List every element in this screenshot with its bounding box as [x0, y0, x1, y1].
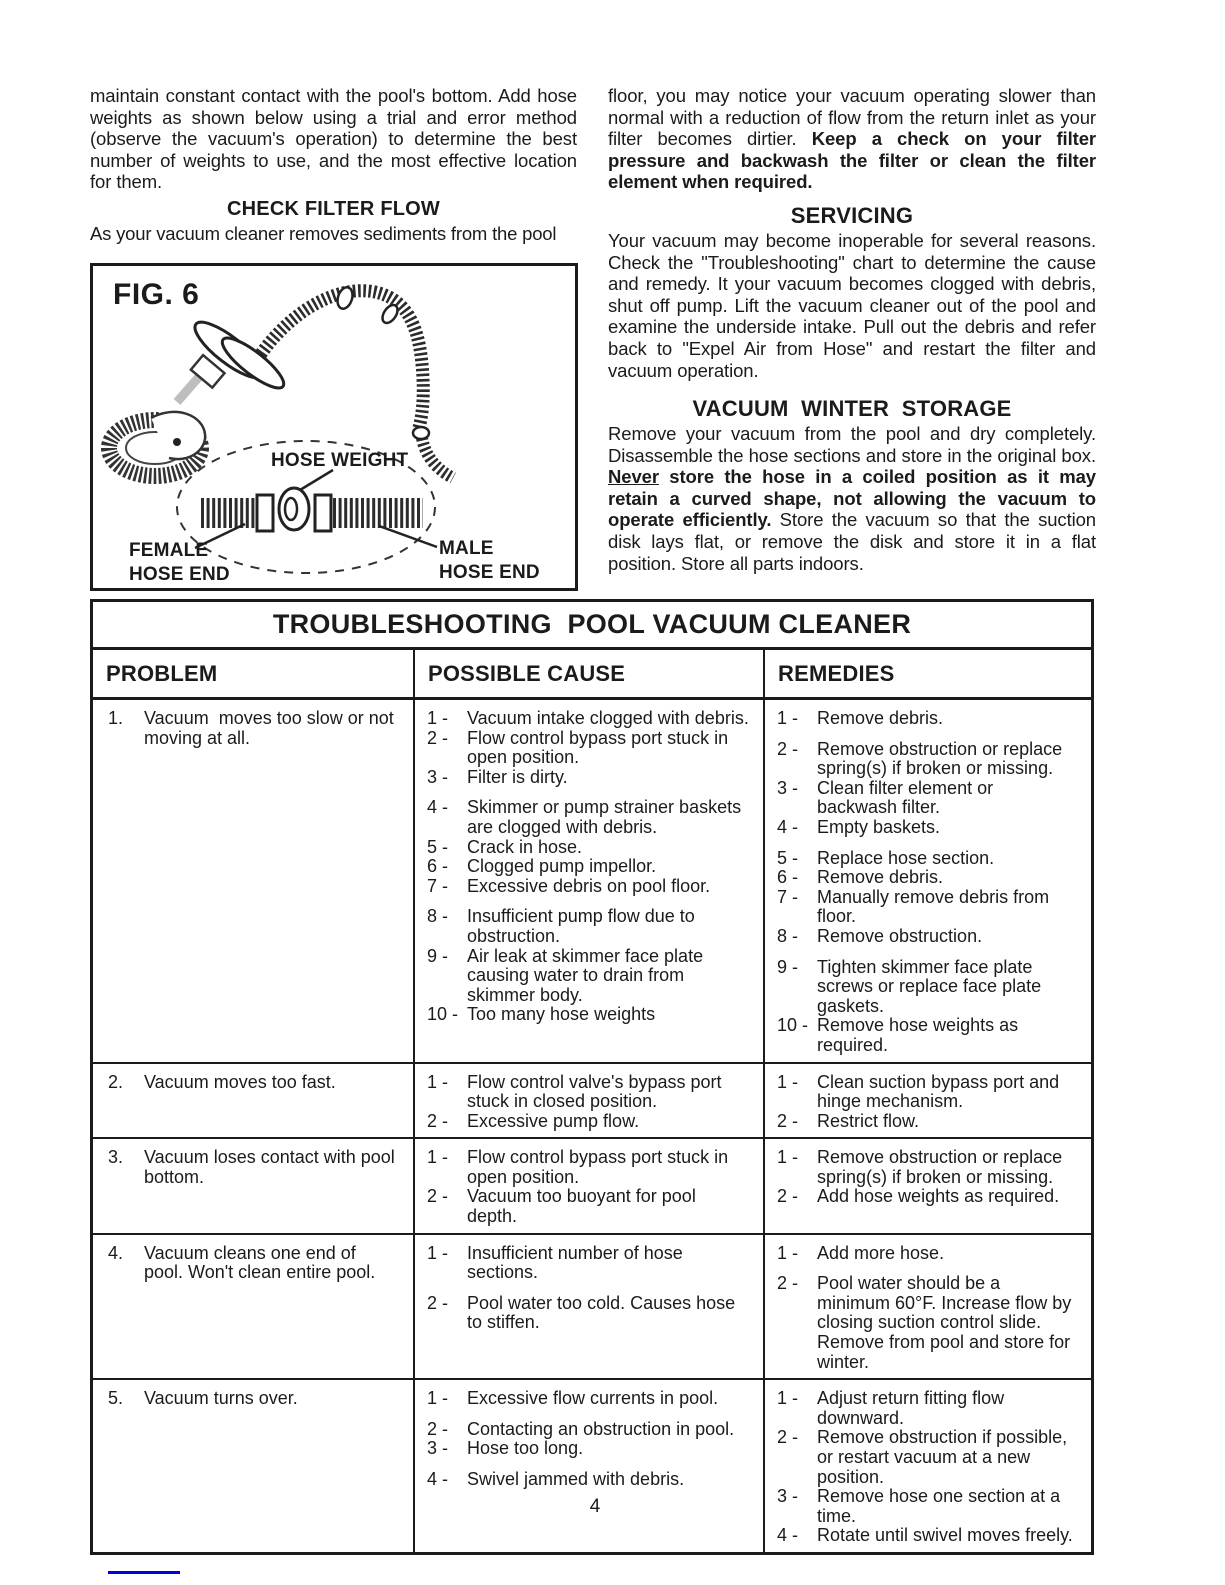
- item-number: 5 -: [427, 836, 449, 857]
- numbered-item: [777, 1244, 1083, 1264]
- item-text: Remove hose weights as required.: [817, 1015, 1024, 1055]
- item-number: 8 -: [777, 925, 799, 946]
- intro-paragraph: maintain constant contact with the pool's bottom. Add hose weights as shown below using a trial and error method (observe the vacuum's operation) to determine the best number of weights to use, and the most effective location for them.: [90, 85, 577, 193]
- numbered-item: [777, 779, 1083, 818]
- numbered-item: [105, 1244, 405, 1283]
- problem-cell: [93, 1380, 415, 1552]
- table-row: [93, 1139, 1091, 1234]
- item-text: Rotate until swivel moves freely.: [817, 1525, 1073, 1546]
- item-number: 1 -: [427, 1071, 449, 1092]
- footer-underline: [108, 1571, 180, 1574]
- item-text: Flow control bypass port stuck in open position.: [467, 727, 734, 768]
- item-number: 4 -: [777, 1525, 799, 1546]
- numbered-item: [427, 1420, 755, 1440]
- item-number: 2.: [108, 1071, 124, 1092]
- numbered-item: [777, 1526, 1083, 1546]
- item-number: 5 -: [777, 847, 799, 868]
- item-number: 4 -: [777, 816, 799, 837]
- remedies-cell: [765, 1139, 1091, 1232]
- item-number: 2 -: [427, 1292, 449, 1313]
- item-text: Contacting an obstruction in pool.: [467, 1418, 735, 1439]
- item-number: 2 -: [777, 1110, 799, 1131]
- servicing-paragraph: Your vacuum may become inoperable for several reasons. Check the "Troubleshooting" chart to determine the cause and remedy. It your vacuum becomes clogged with debris, shut off pump. Lift the vacuum cleaner out of the pool and examine the underside intake. Pull out the debris and refer back to "Expel Air from Hose" and restart the filter and vacuum operation.: [608, 230, 1096, 381]
- numbered-item: [105, 1148, 405, 1187]
- numbered-item: [777, 1016, 1083, 1055]
- item-number: 7 -: [427, 875, 449, 896]
- item-text: Remove debris.: [817, 867, 944, 888]
- numbered-item: [777, 1389, 1083, 1428]
- item-text: Vacuum moves too slow or not moving at all.: [144, 708, 399, 748]
- numbered-item: [427, 709, 755, 729]
- item-number: 10 -: [777, 1015, 809, 1036]
- item-text: Excessive debris on pool floor.: [467, 875, 711, 896]
- numbered-item: [777, 1274, 1083, 1372]
- item-text: Pool water too cold. Causes hose to stiffen.: [467, 1292, 741, 1333]
- table-row: [93, 1235, 1091, 1381]
- numbered-item: [777, 1073, 1083, 1112]
- causes-cell: [415, 1064, 765, 1138]
- item-text: Crack in hose.: [467, 836, 583, 857]
- table-body: [93, 700, 1091, 1552]
- item-number: 1 -: [777, 708, 799, 728]
- item-number: 3 -: [427, 766, 449, 787]
- item-number: 1 -: [777, 1147, 799, 1168]
- numbered-item: [427, 768, 755, 788]
- item-text: Clogged pump impellor.: [467, 856, 657, 877]
- item-text: Insufficient pump flow due to obstruction.: [467, 906, 700, 946]
- item-number: 3 -: [777, 1486, 799, 1507]
- item-text: Remove obstruction or replace spring(s) if broken or missing.: [817, 738, 1068, 779]
- problem-cell: [93, 1064, 415, 1138]
- numbered-item: [427, 1389, 755, 1409]
- problem-cell: [93, 1235, 415, 1379]
- item-number: 2 -: [777, 738, 799, 759]
- numbered-item: [427, 1073, 755, 1112]
- problem-cell: [93, 700, 415, 1062]
- figure-label: FIG. 6: [113, 278, 200, 311]
- table-row: [93, 1380, 1091, 1552]
- remedies-cell: [765, 1235, 1091, 1379]
- item-number: 1 -: [777, 1071, 799, 1092]
- remedies-cell: [765, 1380, 1091, 1552]
- item-text: Add hose weights as required.: [817, 1186, 1060, 1207]
- causes-cell: [415, 1235, 765, 1379]
- column-header-problem: PROBLEM: [93, 650, 415, 697]
- numbered-item: [427, 1294, 755, 1333]
- numbered-item: [777, 1148, 1083, 1187]
- column-header-remedies: REMEDIES: [778, 660, 895, 686]
- numbered-item: [777, 958, 1083, 1017]
- hose-weight-label: HOSE WEIGHT: [271, 450, 409, 471]
- male-hose-end-label-line2: HOSE END: [439, 562, 540, 583]
- item-number: 1 -: [427, 1388, 449, 1409]
- numbered-item: [427, 1148, 755, 1187]
- item-text: Remove obstruction if possible, or restart vacuum at a new position.: [817, 1427, 1073, 1487]
- numbered-item: [427, 729, 755, 768]
- item-number: 2 -: [427, 1418, 449, 1439]
- numbered-item: [427, 838, 755, 858]
- item-number: 3 -: [427, 1438, 449, 1459]
- item-text: Flow control bypass port stuck in open position.: [467, 1147, 734, 1187]
- item-number: 1 -: [427, 1242, 449, 1263]
- check-filter-flow-body: As your vacuum cleaner removes sediments from the pool: [90, 223, 557, 244]
- item-text: Empty baskets.: [817, 816, 941, 837]
- item-number: 2 -: [427, 1186, 449, 1207]
- numbered-item: [427, 1244, 755, 1283]
- item-number: 1 -: [427, 708, 449, 728]
- item-number: 6 -: [777, 867, 799, 888]
- numbered-item: [427, 1470, 755, 1490]
- item-number: 1 -: [777, 1388, 799, 1409]
- numbered-item: [427, 877, 755, 897]
- item-text: Excessive pump flow.: [467, 1110, 640, 1131]
- table-header-row: [93, 650, 1091, 700]
- numbered-item: [427, 1439, 755, 1459]
- item-text: Flow control valve's bypass port stuck in closed position.: [467, 1071, 727, 1112]
- item-text: Hose too long.: [467, 1438, 584, 1459]
- numbered-item: [777, 849, 1083, 869]
- item-number: 8 -: [427, 906, 449, 927]
- item-number: 2 -: [777, 1273, 799, 1294]
- problem-cell: [93, 1139, 415, 1232]
- item-number: 7 -: [777, 886, 799, 907]
- item-text: Clean suction bypass port and hinge mechanism.: [817, 1071, 1065, 1112]
- numbered-item: [427, 1112, 755, 1132]
- item-text: Vacuum cleans one end of pool. Won't clean entire pool.: [144, 1242, 376, 1283]
- numbered-item: [427, 798, 755, 837]
- item-number: 2 -: [777, 1427, 799, 1448]
- page-number: 4: [589, 1496, 601, 1517]
- item-number: 2 -: [777, 1186, 799, 1207]
- item-text: Remove obstruction or replace spring(s) if broken or missing.: [817, 1147, 1068, 1187]
- causes-cell: [415, 700, 765, 1062]
- column-header-possible-cause: POSSIBLE CAUSE: [415, 650, 765, 697]
- item-number: 9 -: [427, 945, 449, 966]
- remedies-cell: [765, 700, 1091, 1062]
- numbered-item: [427, 907, 755, 946]
- item-number: 5.: [108, 1388, 124, 1409]
- numbered-item: [777, 1112, 1083, 1132]
- item-text: Add more hose.: [817, 1242, 945, 1263]
- numbered-item: [777, 709, 1083, 729]
- item-number: 4 -: [427, 1469, 449, 1489]
- item-number: 6 -: [427, 856, 449, 877]
- item-text: Clean filter element or backwash filter.: [817, 777, 999, 818]
- servicing-heading: SERVICING: [790, 203, 914, 228]
- table-title: TROUBLESHOOTING POOL VACUUM CLEANER: [93, 602, 1091, 650]
- item-text: Too many hose weights: [467, 1004, 656, 1025]
- item-text: Adjust return fitting flow downward.: [817, 1388, 1010, 1428]
- item-number: 4 -: [427, 797, 449, 818]
- item-text: Restrict flow.: [817, 1110, 920, 1131]
- numbered-item: [427, 857, 755, 877]
- numbered-item: [427, 1187, 755, 1226]
- numbered-item: [777, 740, 1083, 779]
- item-text: Excessive flow currents in pool.: [467, 1388, 719, 1409]
- item-number: 3 -: [777, 777, 799, 798]
- item-text: Tighten skimmer face plate screws or replace face plate gaskets.: [817, 956, 1047, 1016]
- item-number: 4.: [108, 1242, 124, 1263]
- item-text: Remove debris.: [817, 708, 944, 728]
- item-number: 2 -: [427, 727, 449, 748]
- numbered-item: [777, 1187, 1083, 1207]
- item-text: Remove obstruction.: [817, 925, 983, 946]
- item-number: 10 -: [427, 1004, 459, 1025]
- numbered-item: [777, 1428, 1083, 1487]
- winter-storage-paragraph: Remove your vacuum from the pool and dry completely. Disassemble the hose sections and store in the original box. Never store the hose in a coiled position as it may retain a curved shape, not allowing the vacuum to operate efficiently. Store the vacuum so that the suction disk lays flat, or remove the disk and store it in a flat position. Store all parts indoors.: [608, 423, 1096, 574]
- item-number: 1 -: [427, 1147, 449, 1168]
- female-hose-end-label-line2: HOSE END: [129, 564, 230, 585]
- winter-storage-heading: VACUUM WINTER STORAGE: [692, 396, 1012, 421]
- check-filter-flow-heading: CHECK FILTER FLOW: [227, 198, 440, 220]
- item-text: Vacuum loses contact with pool bottom.: [144, 1147, 400, 1187]
- numbered-item: [777, 927, 1083, 947]
- item-text: Air leak at skimmer face plate causing water to drain from skimmer body.: [467, 945, 709, 1005]
- item-number: 2 -: [427, 1110, 449, 1131]
- remedies-cell: [765, 1064, 1091, 1138]
- numbered-item: [777, 888, 1083, 927]
- item-number: 9 -: [777, 956, 799, 977]
- numbered-item: [777, 868, 1083, 888]
- item-text: Filter is dirty.: [467, 766, 568, 787]
- item-text: Skimmer or pump strainer baskets are clogged with debris.: [467, 797, 747, 837]
- male-hose-end-label: MALE: [439, 538, 494, 559]
- item-text: Vacuum intake clogged with debris.: [467, 708, 749, 728]
- item-text: Replace hose section.: [817, 847, 995, 868]
- item-text: Manually remove debris from floor.: [817, 886, 1055, 927]
- numbered-item: [427, 947, 755, 1006]
- table-row: [93, 1064, 1091, 1140]
- numbered-item: [105, 1389, 405, 1409]
- filter-pressure-paragraph: floor, you may notice your vacuum operating slower than normal with a reduction of flow from the return inlet as your filter becomes dirtier. Keep a check on your filter pressure and backwash the filter or clean the filter element when required.: [608, 85, 1096, 193]
- item-number: 1 -: [777, 1242, 799, 1263]
- troubleshooting-table: [90, 599, 1094, 1555]
- item-text: Pool water should be a minimum 60°F. Increase flow by closing suction control slide. Remove from pool and store for winter.: [817, 1273, 1077, 1372]
- item-text: Swivel jammed with debris.: [467, 1469, 685, 1489]
- item-text: Vacuum too buoyant for pool depth.: [467, 1186, 701, 1227]
- numbered-item: [777, 818, 1083, 838]
- item-text: Vacuum turns over.: [144, 1388, 298, 1409]
- item-text: Vacuum moves too fast.: [144, 1071, 336, 1092]
- causes-cell: [415, 1380, 765, 1552]
- table-row: [93, 700, 1091, 1064]
- numbered-item: [105, 1073, 405, 1093]
- item-text: Remove hose one section at a time.: [817, 1486, 1066, 1526]
- female-hose-end-label: FEMALE: [129, 540, 209, 561]
- item-number: 1.: [108, 708, 124, 728]
- item-number: 3.: [108, 1147, 124, 1168]
- numbered-item: [427, 1005, 755, 1025]
- causes-cell: [415, 1139, 765, 1232]
- figure-6-box: [90, 263, 578, 591]
- item-text: Insufficient number of hose sections.: [467, 1242, 688, 1283]
- numbered-item: [105, 709, 405, 748]
